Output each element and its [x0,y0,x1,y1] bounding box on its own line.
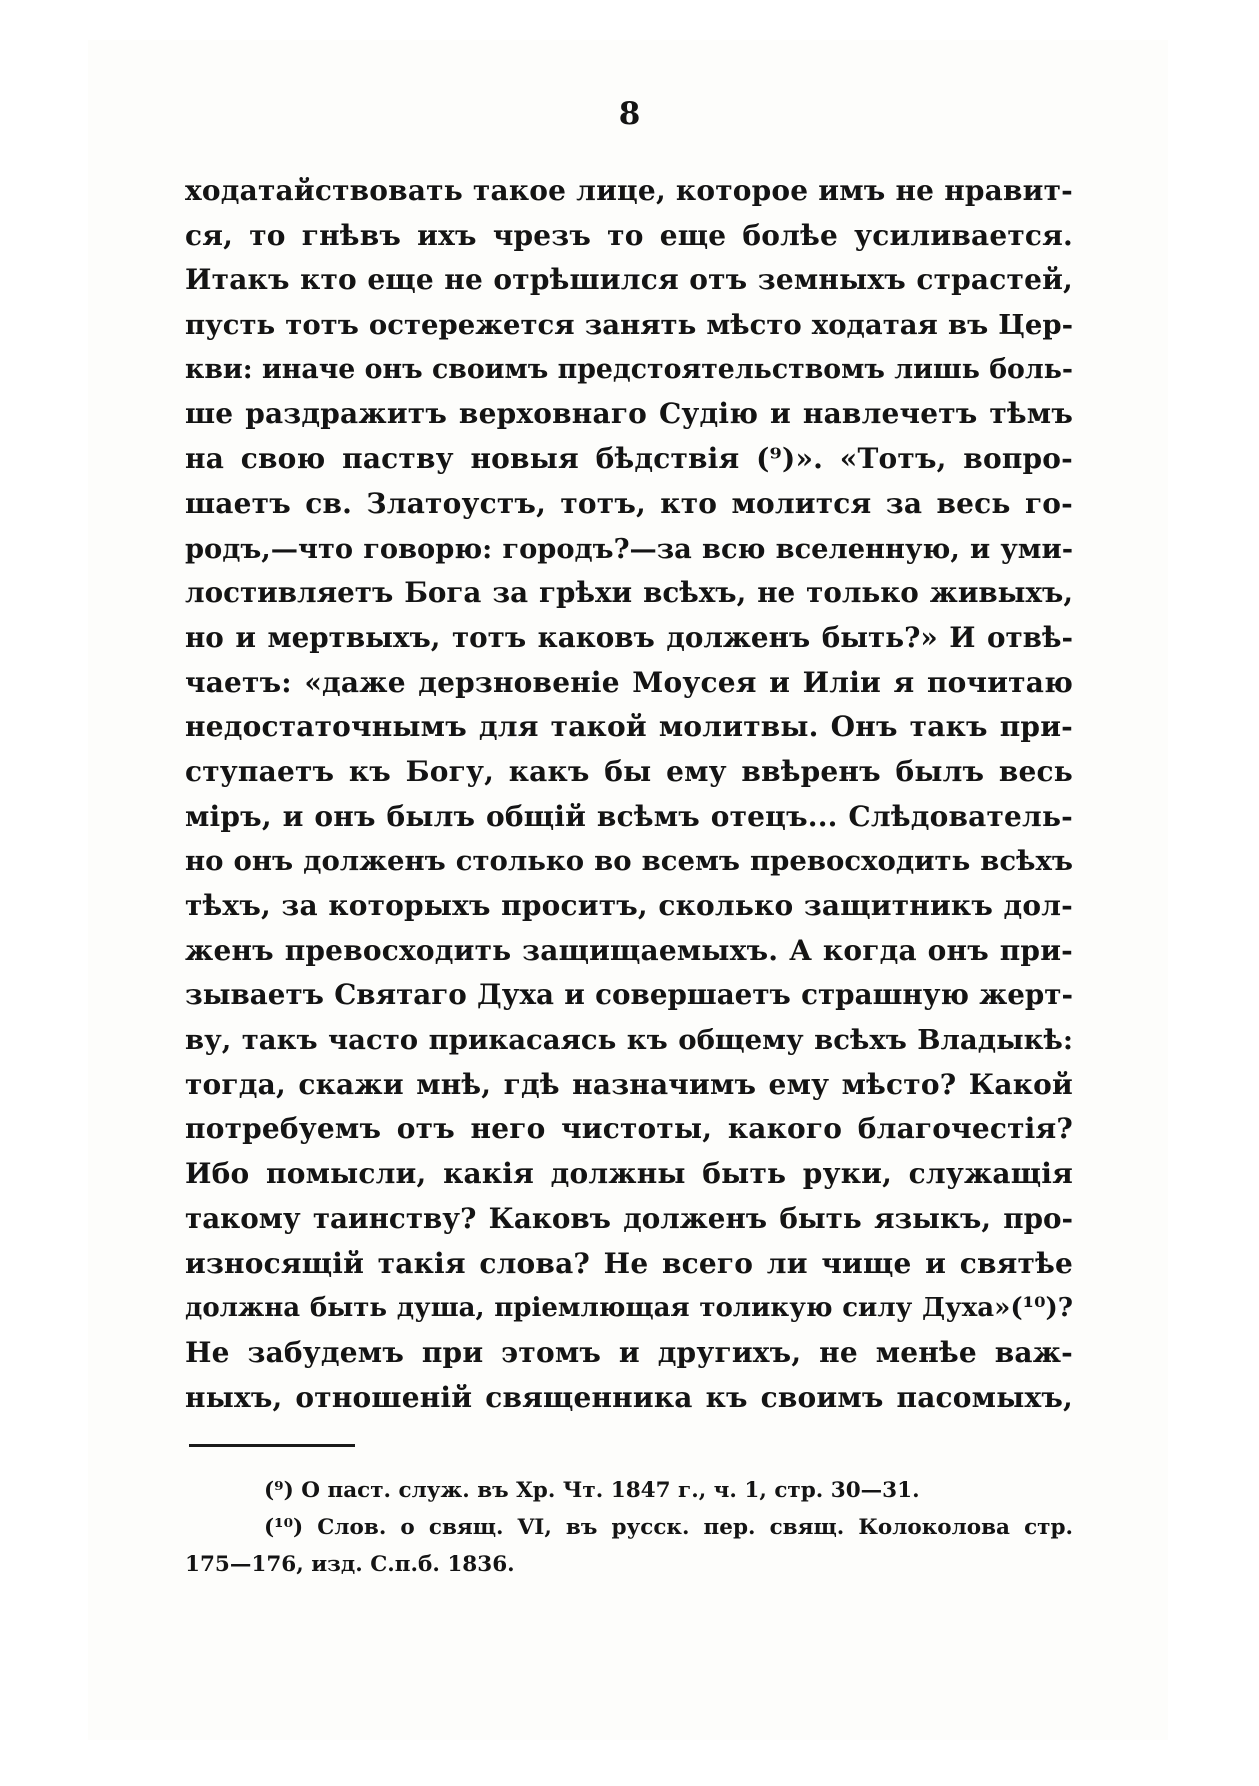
footnotes [185,1472,1073,1583]
text-line: тогда, скажи мнѣ, гдѣ назначимъ ему мѣсто? Какой [185,1067,1073,1101]
text-line: износящій такія слова? Не всего ли чище и святѣе [185,1246,1073,1280]
text-line: недостаточнымъ для такой молитвы. Онъ такъ при- [185,710,1073,744]
text-line: зываетъ Святаго Духа и совершаетъ страшную жерт- [185,978,1073,1012]
text-line: тѣхъ, за которыхъ проситъ, сколько защитникъ дол- [185,889,1073,922]
text-line: на свою паству новыя бѣдствія (⁹)». «Тотъ, вопро- [185,442,1073,476]
text-line: ше раздражитъ верховнаго Судію и навлечетъ тѣмъ [185,397,1073,431]
text-line: кви: иначе онъ своимъ предстоятельствомъ лишь боль- [185,353,1073,385]
text-line: родъ,—что говорю: городъ?—за всю вселенную, и уми- [185,532,1073,565]
text-line: но онъ долженъ столько во всемъ превосходить всѣхъ [185,845,1073,878]
text-line: такому таинству? Каковъ долженъ быть языкъ, про- [185,1201,1073,1235]
text-line: шаетъ св. Златоустъ, тотъ, кто молится за весь го- [185,486,1073,520]
text-line: чаетъ: «даже дерзновеніе Моусея и Иліи я почитаю [185,665,1073,699]
text-line: лостивляетъ Бога за грѣхи всѣхъ, не только живыхъ, [185,576,1073,610]
text-line: ныхъ, отношеній священника къ своимъ пасомыхъ, [185,1380,1073,1414]
text-line: потребуемъ отъ него чистоты, какого благочестія? [185,1112,1073,1146]
footnote-10: (¹⁰) Слов. о свящ. VI, въ русск. пер. свящ. Колоколова стр. [264,1515,1073,1540]
page-number: 8 [618,96,641,132]
text-line: ходатайствовать такое лице, которое имъ не нравит- [185,174,1073,207]
text-line: ступаетъ къ Богу, какъ бы ему ввѣренъ былъ весь [185,754,1073,788]
text-line: пусть тотъ остережется занять мѣсто ходатая въ Цер- [185,309,1073,342]
footnote-divider [189,1444,355,1447]
text-line: женъ превосходить защищаемыхъ. А когда онъ при- [185,933,1073,967]
text-line: Итакъ кто еще не отрѣшился отъ земныхъ страстей, [185,263,1073,297]
footnote-9: (⁹) О паст. служ. въ Хр. Чт. 1847 г., ч. 1, стр. 30—31. [264,1478,920,1503]
text-line: ся, то гнѣвъ ихъ чрезъ то еще болѣе усиливается. [185,218,1073,252]
text-line: міръ, и онъ былъ общій всѣмъ отецъ... Слѣдователь- [185,799,1073,833]
text-line: но и мертвыхъ, тотъ каковъ долженъ быть?» И отвѣ- [185,620,1073,654]
text-line: Не забудемъ при этомъ и другихъ, не менѣе важ- [185,1335,1073,1369]
body-text [185,169,1073,1420]
text-line: ву, такъ часто прикасаясь къ общему всѣхъ Владыкѣ: [185,1024,1073,1057]
text-line: Ибо помысли, какія должны быть руки, служащія [185,1157,1073,1191]
text-line: должна быть душа, пріемлющая толикую силу Духа»(¹⁰)? [185,1293,1073,1324]
footnote-10-continuation: 175—176, изд. С.п.б. 1836. [185,1552,515,1577]
